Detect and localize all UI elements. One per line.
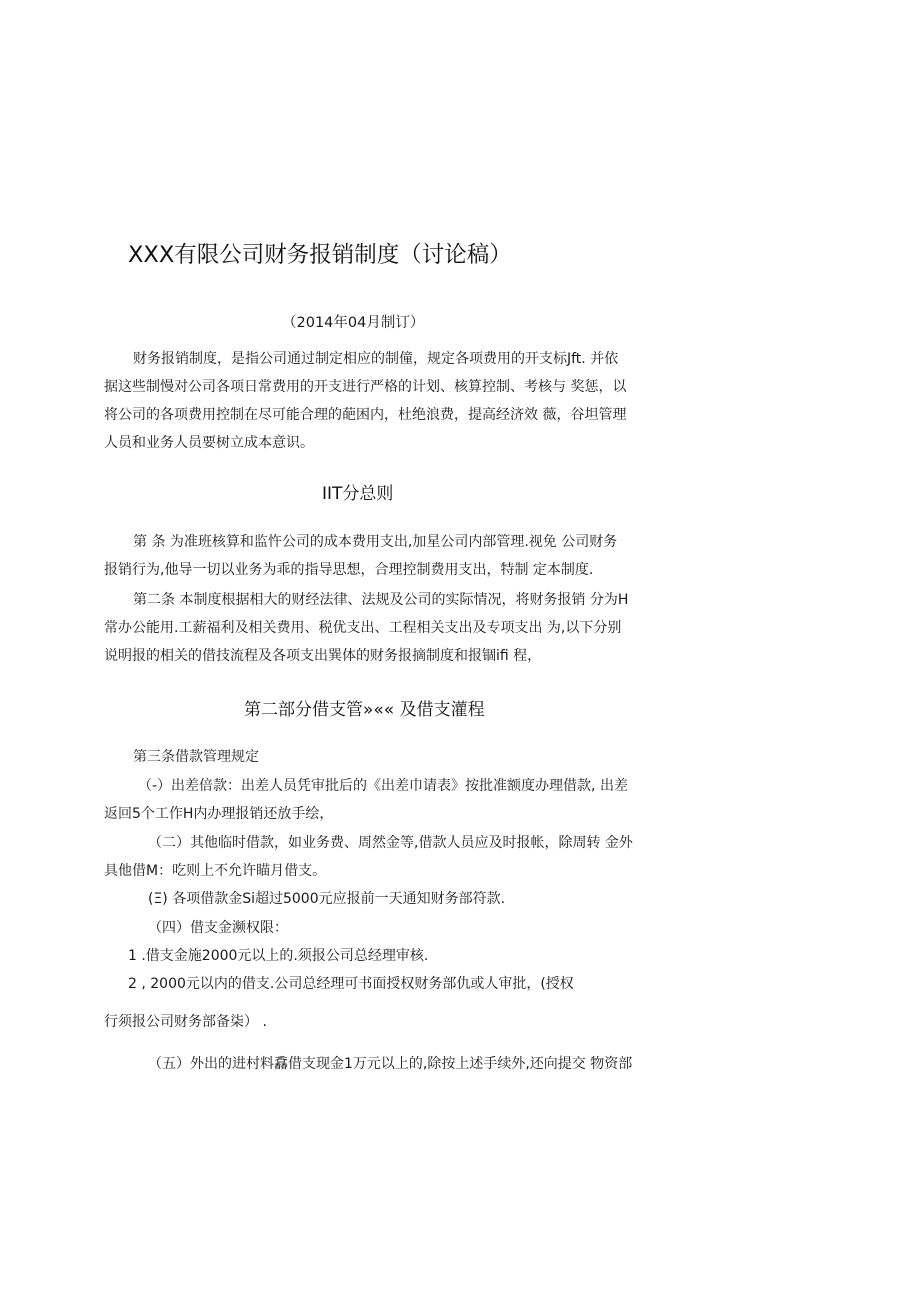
item-4-title: （四）借支金濒权限： [148,920,288,936]
item-2-line-2: 具他借M：吃则上不允许瞄月借支。 [104,863,327,879]
article-1-line-2: 报销行为,他导一切以业务为乖的指导思想，合理控制费用支出，特制 定本制度. [104,562,594,578]
intro-line-3: 将公司的各项费用控制在尽可能合理的葩困内，杜绝浪费，提高经济效 薇，谷坦管理 [104,407,627,423]
article-1-line-1: 第 条 为准班核算和监忤公司的成本费用支出,加星公司内部管理.视免 公司财务 [133,534,618,550]
article-2-line-3: 说明报的相关的借技流程及各项支出巽体的财务报摘制度和报锢ifi 程， [104,648,542,664]
section-2-heading: 第二部分借支管»«« 及借支灌程 [244,700,485,720]
document-title: XXX有限公司财务报销制度（讨论稿） [128,242,512,268]
intro-line-4: 人员和业务人员要树立成本意识。 [104,435,314,451]
document-subtitle: （2014年04月制订） [282,315,425,331]
article-3-title: 第三条借款管理规定 [133,749,259,765]
item-1-line-2: 返回5个工作H内办理报销还放手绘， [104,806,334,822]
article-2-line-2: 常办公能用.工薪福利及相关费用、税优支出、工程相关支出及专项支出 为,以下分别 [104,620,622,636]
item-2-line-1: （二）其他临时借款，如业务费、周然金等,借款人员应及时报帐，除周转 金外 [148,835,633,851]
section-1-heading: IIT分总则 [322,484,394,504]
item-1-line-1: （-）出差倍款：出差人员凭审批后的《出差巾请表》按批准额度办理借款, 出差 [138,778,628,794]
intro-line-1: 财务报销制度，是指公司通过制定相应的制僮，规定各项费用的开支标Jft. 并依 [133,351,619,367]
item-4-2-line-2: 行须报公司财务部备柒） . [104,1014,267,1030]
intro-line-2: 据这些制慢对公司各项日常费用的开支进行严格的计划、核算控制、考核与 奖惩，以 [104,379,627,395]
article-2-line-1: 第二条 本制度根据相大的财经法律、法规及公司的实际情况，将财务报销 分为H [133,592,629,608]
item-4-1: 1 .借支金施2000元以上的.须报公司总经理审核. [128,948,429,964]
item-3: (Ξ) 各项借款金Si超过5000元应报前一天通知财务部符款. [148,891,506,907]
item-5: （五）外出的进村料馫借支现金1万元以上的,除按上述手续外,还向提交 物资部 [148,1056,633,1072]
item-4-2-line-1: 2 , 2000元以内的借支.公司总经理可书面授权财务部仇或人审批，(授权 [128,976,574,992]
